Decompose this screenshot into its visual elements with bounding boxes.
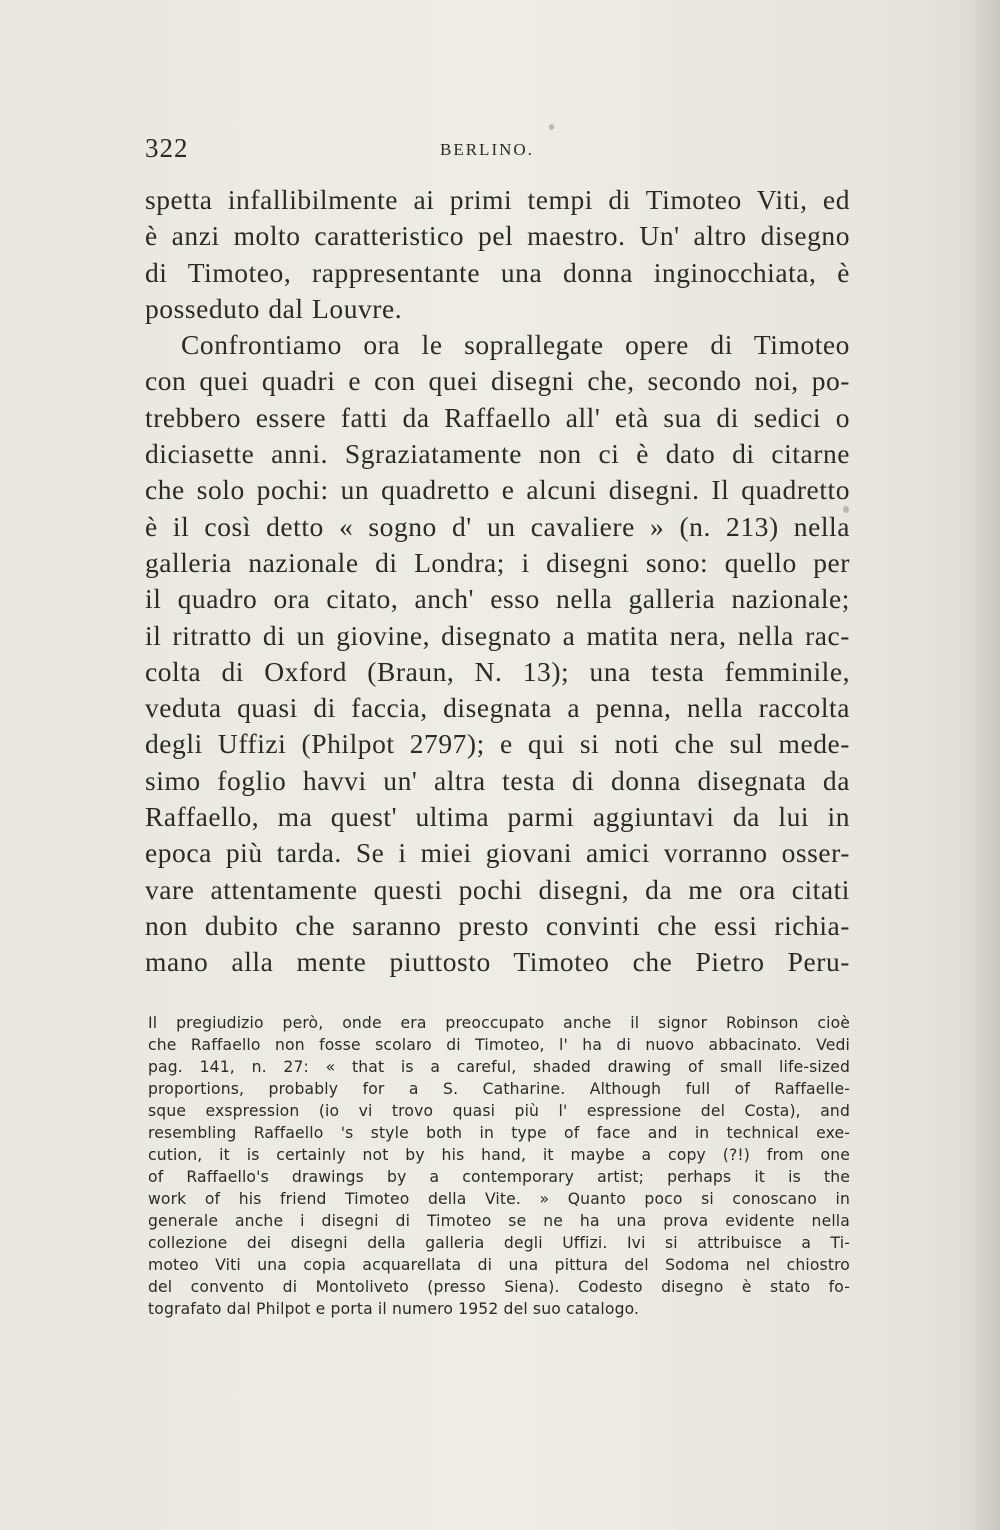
footnote-line: tografato dal Philpot e porta il numero 1952 del suo catalogo. [148, 1300, 640, 1318]
footnote-line: cution, it is certainly not by his hand, it maybe a copy (?!) from one [148, 1146, 850, 1164]
text-line: con quei quadri e con quei disegni che, secondo noi, po- [145, 365, 850, 397]
main-text [145, 182, 850, 981]
text-line: mano alla mente piuttosto Timoteo che Pietro Peru- [145, 946, 850, 978]
text-line: veduta quasi di faccia, disegnata a penna, nella raccolta [145, 692, 850, 724]
text-line: trebbero essere fatti da Raffaello all' età sua di sedici o [145, 401, 850, 433]
text-line: posseduto dal Louvre. [145, 292, 403, 324]
text-line: galleria nazionale di Londra; i disegni sono: quello per [145, 546, 850, 578]
text-line: simo foglio havvi un' altra testa di donna disegnata da [145, 764, 850, 796]
footnote-line: Il pregiudizio però, onde era preoccupato anche il signor Robinson cioè [148, 1014, 850, 1032]
text-line: diciasette anni. Sgraziatamente non ci è dato di citarne [145, 438, 850, 470]
text-line: epoca più tarda. Se i miei giovani amici vorranno osser- [145, 837, 850, 869]
text-line: non dubito che saranno presto convinti che essi richia- [145, 909, 850, 941]
footnote [148, 1012, 850, 1320]
page-edge-shadow [968, 0, 1000, 1530]
text-line: che solo pochi: un quadretto e alcuni disegni. Il quadretto [145, 474, 850, 506]
text-line: di Timoteo, rappresentante una donna inginocchiata, è [145, 256, 850, 288]
footnote-line: of Raffaello's drawings by a contemporary artist; perhaps it is the [148, 1168, 850, 1186]
footnote-line: sque exspression (io vi trovo quasi più l' espressione del Costa), and [148, 1102, 850, 1120]
text-line: vare attentamente questi pochi disegni, da me ora citati [145, 873, 850, 905]
paper-speck [549, 124, 554, 130]
text-line: il ritratto di un giovine, disegnato a matita nera, nella rac- [145, 619, 850, 651]
text-line: spetta infallibilmente ai primi tempi di Timoteo Viti, ed [145, 184, 850, 215]
page-number: 322 [145, 133, 189, 163]
text-line: Raffaello, ma quest' ultima parmi aggiuntavi da lui in [145, 801, 850, 833]
footnote-line: pag. 141, n. 27: « that is a careful, shaded drawing of small life-sized [148, 1058, 850, 1076]
text-line: è anzi molto caratteristico pel maestro. Un' altro disegno [145, 220, 850, 252]
footnote-line: proportions, probably for a S. Catharine. Although full of Raffaelle- [148, 1080, 850, 1098]
text-line: è il così detto « sogno d' un cavaliere » (n. 213) nella [145, 510, 850, 542]
text-line: il quadro ora citato, anch' esso nella galleria nazionale; [145, 583, 850, 615]
footnote-line: generale anche i disegni di Timoteo se ne ha una prova evidente nella [148, 1212, 850, 1230]
running-head [145, 133, 850, 173]
text-line: Confrontiamo ora le soprallegate opere di Timoteo [181, 329, 850, 361]
footnote-line: collezione dei disegni della galleria degli Uffizi. Ivi si attribuisce a Ti- [148, 1234, 850, 1252]
text-line: colta di Oxford (Braun, N. 13); una testa femminile, [145, 655, 850, 687]
footnote-line: del convento di Montoliveto (presso Siena). Codesto disegno è stato fo- [148, 1278, 850, 1296]
footnote-line: resembling Raffaello 's style both in type of face and in technical exe- [148, 1124, 850, 1142]
text-line: degli Uffizi (Philpot 2797); e qui si noti che sul mede- [145, 728, 850, 760]
footnote-line: moteo Viti una copia acquarellata di una pittura del Sodoma nel chiostro [148, 1256, 850, 1274]
footnote-line: work of his friend Timoteo della Vite. » Quanto poco si conoscano in [148, 1190, 850, 1208]
running-title: BERLINO. [440, 140, 534, 159]
footnote-line: che Raffaello non fosse scolaro di Timoteo, l' ha di nuovo abbacinato. Vedi [148, 1036, 850, 1054]
